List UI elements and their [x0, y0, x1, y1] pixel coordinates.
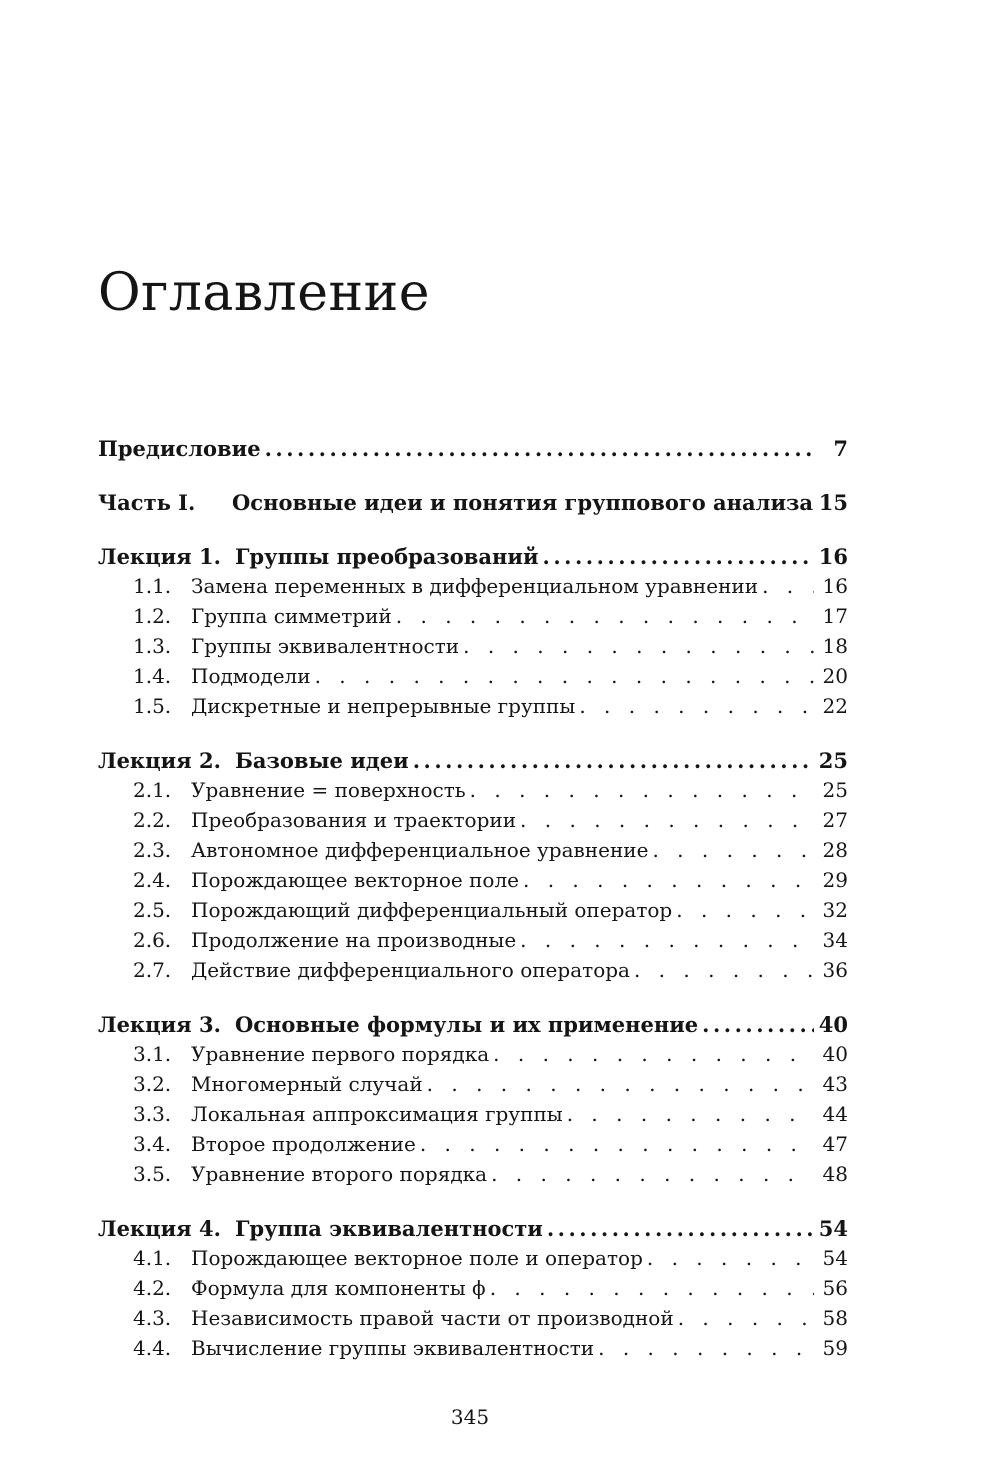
toc-lecture[interactable] [98, 1012, 848, 1042]
toc-entry-page: 18 [822, 634, 848, 658]
toc-entry-page: 15 [818, 490, 848, 515]
toc-entry-page: 47 [822, 1132, 848, 1156]
toc-entry-title: Локальная аппроксимация группы [191, 1102, 563, 1126]
toc-part-number: Часть I. [98, 490, 196, 515]
toc-section-number: 2.7. [133, 958, 172, 982]
toc-section-number: 2.3. [133, 838, 172, 862]
toc-section[interactable] [98, 1336, 848, 1366]
dot-leader [634, 958, 814, 982]
toc-entry-title: Порождающее векторное поле [191, 868, 519, 892]
toc-section-number: 4.1. [133, 1246, 172, 1270]
toc-entry-page: 32 [822, 898, 848, 922]
toc-section[interactable] [98, 898, 848, 928]
toc-lecture-number: Лекция 1. [98, 544, 221, 569]
toc-section[interactable] [98, 664, 848, 694]
dot-leader [547, 1216, 814, 1241]
toc-entry-title: Независимость правой части от производной [191, 1306, 674, 1330]
toc-section[interactable] [98, 694, 848, 724]
toc-entry-title: Продолжение на производные [191, 928, 517, 952]
dot-leader [652, 838, 814, 862]
toc-entry-title: Порождающий дифференциальный оператор [191, 898, 673, 922]
toc-section-number: 2.2. [133, 808, 172, 832]
toc-section[interactable] [98, 1102, 848, 1132]
toc-entry-page: 58 [822, 1306, 848, 1330]
dot-leader [678, 1306, 814, 1330]
dot-leader [490, 1276, 814, 1300]
toc-lecture[interactable] [98, 1216, 848, 1246]
toc-section[interactable] [98, 868, 848, 898]
dot-leader [493, 1042, 814, 1066]
toc-entry-page: 54 [822, 1246, 848, 1270]
toc-entry-page: 20 [822, 664, 848, 688]
toc-section-number: 1.3. [133, 634, 172, 658]
toc-section-number: 2.4. [133, 868, 172, 892]
toc-entry-page: 22 [822, 694, 848, 718]
dot-leader [579, 694, 814, 718]
toc-entry-page: 34 [822, 928, 848, 952]
toc-section[interactable] [98, 634, 848, 664]
toc-entry-page: 43 [822, 1072, 848, 1096]
dot-leader [413, 748, 814, 773]
toc-entry-title: Автономное дифференциальное уравнение [191, 838, 649, 862]
toc-entry-title: Вычисление группы эквивалентности [191, 1336, 595, 1360]
toc-section-number: 4.2. [133, 1276, 172, 1300]
toc-lecture-number: Лекция 4. [98, 1216, 221, 1241]
toc-section[interactable] [98, 1246, 848, 1276]
toc-entry-page: 16 [818, 544, 848, 569]
toc-section-number: 3.1. [133, 1042, 172, 1066]
toc-section-number: 3.4. [133, 1132, 172, 1156]
toc-entry-title: Формула для компоненты ϕ [191, 1276, 486, 1300]
toc-section[interactable] [98, 778, 848, 808]
toc-entry-page: 40 [822, 1042, 848, 1066]
table-of-contents [98, 430, 848, 1366]
dot-leader [543, 544, 814, 569]
toc-entry-page: 48 [822, 1162, 848, 1186]
toc-section-number: 1.1. [133, 574, 172, 598]
toc-entry-title: Действие дифференциального оператора [191, 958, 630, 982]
toc-entry-page: 17 [822, 604, 848, 628]
toc-entry-page: 40 [818, 1012, 848, 1037]
page-title: Оглавление [98, 263, 431, 323]
toc-entry-page: 16 [822, 574, 848, 598]
toc-section-number: 3.3. [133, 1102, 172, 1126]
toc-section[interactable] [98, 808, 848, 838]
toc-entry-page: 25 [818, 748, 848, 773]
toc-section-number: 2.6. [133, 928, 172, 952]
toc-entry-title: Преобразования и траектории [191, 808, 517, 832]
toc-section-number: 3.5. [133, 1162, 172, 1186]
toc-section[interactable] [98, 838, 848, 868]
toc-section[interactable] [98, 928, 848, 958]
toc-section[interactable] [98, 1306, 848, 1336]
toc-section[interactable] [98, 1162, 848, 1192]
toc-entry-title: Группа симметрий [191, 604, 392, 628]
toc-entry-title: Базовые идеи [234, 748, 409, 773]
toc-lecture[interactable] [98, 748, 848, 778]
toc-entry-page: 29 [822, 868, 848, 892]
toc-entry-title: Основные идеи и понятия группового анализа [232, 490, 814, 515]
dot-leader [427, 1072, 814, 1096]
toc-lecture-number: Лекция 3. [98, 1012, 221, 1037]
toc-lecture-number: Лекция 2. [98, 748, 221, 773]
toc-lecture[interactable] [98, 544, 848, 574]
toc-entry-page: 56 [822, 1276, 848, 1300]
toc-entry-page: 59 [822, 1336, 848, 1360]
dot-leader [420, 1132, 814, 1156]
toc-entry-page: 44 [822, 1102, 848, 1126]
toc-entry-page: 36 [822, 958, 848, 982]
toc-entry-title: Уравнение первого порядка [191, 1042, 490, 1066]
dot-leader [396, 604, 814, 628]
dot-leader [470, 778, 814, 802]
toc-entry-title: Группа эквивалентности [234, 1216, 543, 1241]
toc-entry-title: Второе продолжение [191, 1132, 416, 1156]
toc-entry-title: Предисловие [98, 436, 261, 461]
dot-leader [491, 1162, 814, 1186]
toc-entry-title: Уравнение = поверхность [191, 778, 466, 802]
toc-entry-title: Порождающее векторное поле и оператор [191, 1246, 643, 1270]
dot-leader [520, 928, 814, 952]
toc-section-number: 1.2. [133, 604, 172, 628]
toc-entry-title: Дискретные и непрерывные группы [191, 694, 576, 718]
toc-section[interactable] [98, 1132, 848, 1162]
toc-section[interactable] [98, 604, 848, 634]
toc-section[interactable] [98, 1276, 848, 1306]
dot-leader [463, 634, 814, 658]
toc-section-number: 1.4. [133, 664, 172, 688]
toc-entry-title: Замена переменных в дифференциальном уравнении [191, 574, 759, 598]
page-number: 345 [450, 1405, 490, 1429]
dot-leader [567, 1102, 814, 1126]
toc-entry-page: 7 [833, 436, 848, 461]
toc-entry-title: Группы эквивалентности [191, 634, 460, 658]
toc-entry-page: 27 [822, 808, 848, 832]
toc-section-number: 4.3. [133, 1306, 172, 1330]
toc-section[interactable] [98, 574, 848, 604]
dot-leader [523, 868, 814, 892]
toc-section[interactable] [98, 1072, 848, 1102]
dot-leader [647, 1246, 814, 1270]
toc-section[interactable] [98, 1042, 848, 1072]
toc-section-number: 2.1. [133, 778, 172, 802]
toc-section-number: 4.4. [133, 1336, 172, 1360]
dot-leader [265, 436, 814, 461]
toc-section[interactable] [98, 958, 848, 988]
toc-entry-page: 54 [818, 1216, 848, 1241]
toc-section-number: 2.5. [133, 898, 172, 922]
toc-entry-page: 25 [822, 778, 848, 802]
toc-entry-title: Уравнение второго порядка [191, 1162, 488, 1186]
toc-entry-page: 28 [822, 838, 848, 862]
toc-part[interactable] [98, 490, 848, 520]
toc-preface[interactable] [98, 436, 848, 466]
dot-leader [315, 664, 814, 688]
dot-leader [702, 1012, 814, 1037]
toc-entry-title: Группы преобразований [234, 544, 539, 569]
dot-leader [520, 808, 814, 832]
toc-section-number: 3.2. [133, 1072, 172, 1096]
toc-entry-title: Многомерный случай [191, 1072, 423, 1096]
dot-leader [762, 574, 814, 598]
toc-section-number: 1.5. [133, 694, 172, 718]
dot-leader [676, 898, 814, 922]
toc-entry-title: Основные формулы и их применение [234, 1012, 699, 1037]
dot-leader [598, 1336, 814, 1360]
toc-entry-title: Подмодели [191, 664, 311, 688]
